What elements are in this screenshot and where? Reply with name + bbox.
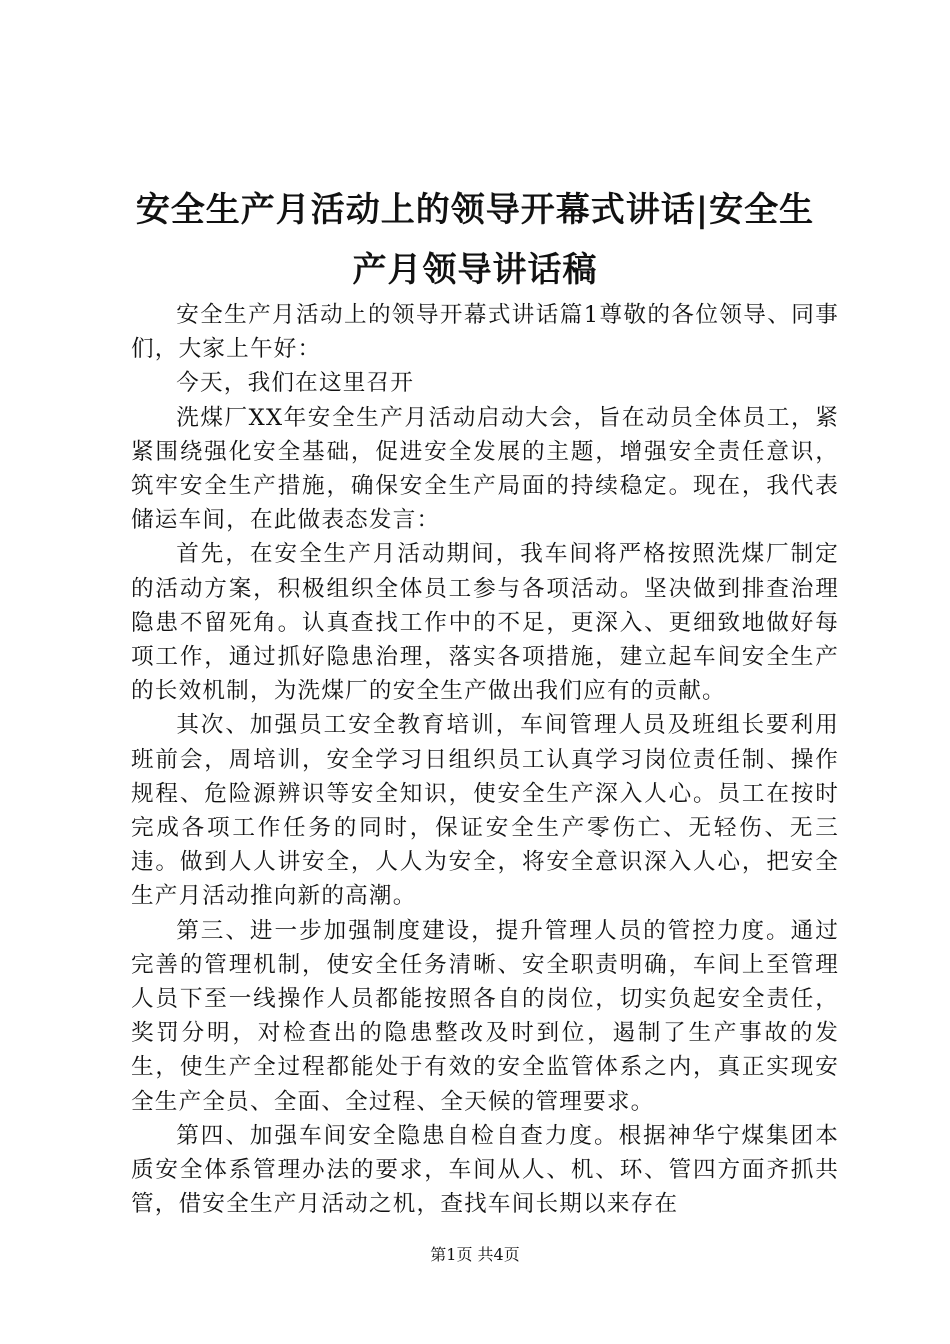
title-line-2: 产月领导讲话稿 — [352, 250, 598, 290]
page-number-footer: 第1页 共4页 — [430, 1245, 520, 1264]
paragraph-1: 安全生产月活动上的领导开幕式讲话篇1尊敬的各位领导、同事们，大家上午好： — [131, 302, 839, 363]
paragraph-3: 洗煤厂XX年安全生产月活动启动大会，旨在动员全体员工，紧紧围绕强化安全基础，促进安全发展的主题，增强安全责任意识，筑牢安全生产措施，确保安全生产局面的持续稳定。现在，我代表储运车间，在此做表态发言： — [131, 404, 839, 534]
document-body — [131, 298, 839, 1221]
paragraph-7: 第四、加强车间安全隐患自检自查力度。根据神华宁煤集团本质安全体系管理办法的要求，车间从人、机、环、管四方面齐抓共管，借安全生产月活动之机，查找车间长期以来存在 — [131, 1122, 839, 1218]
paragraph-5: 其次、加强员工安全教育培训，车间管理人员及班组长要利用班前会，周培训，安全学习日组织员工认真学习岗位责任制、操作规程、危险源辨识等安全知识，使安全生产深入人心。员工在按时完成各项工作任务的同时，保证安全生产零伤亡、无轻伤、无三违。做到人人讲安全，人人为安全，将安全意识深入人心，把安全生产月活动推向新的高潮。 — [131, 712, 839, 910]
title-line-1: 安全生产月活动上的领导开幕式讲话|安全生 — [135, 190, 815, 230]
paragraph-4: 首先，在安全生产月活动期间，我车间将严格按照洗煤厂制定的活动方案，积极组织全体员工参与各项活动。坚决做到排查治理隐患不留死角。认真查找工作中的不足，更深入、更细致地做好每项工作，通过抓好隐患治理，落实各项措施，建立起车间安全生产的长效机制，为洗煤厂的安全生产做出我们应有的贡献。 — [131, 541, 839, 705]
paragraph-6: 第三、进一步加强制度建设，提升管理人员的管控力度。通过完善的管理机制，使安全任务清晰、安全职责明确，车间上至管理人员下至一线操作人员都能按照各自的岗位，切实负起安全责任，奖罚分明，对检查出的隐患整改及时到位，遏制了生产事故的发生，使生产全过程都能处于有效的安全监管体系之内，真正实现安全生产全员、全面、全过程、全天候的管理要求。 — [131, 917, 839, 1115]
document-title — [110, 180, 840, 300]
paragraph-2: 今天，我们在这里召开 — [176, 370, 415, 397]
